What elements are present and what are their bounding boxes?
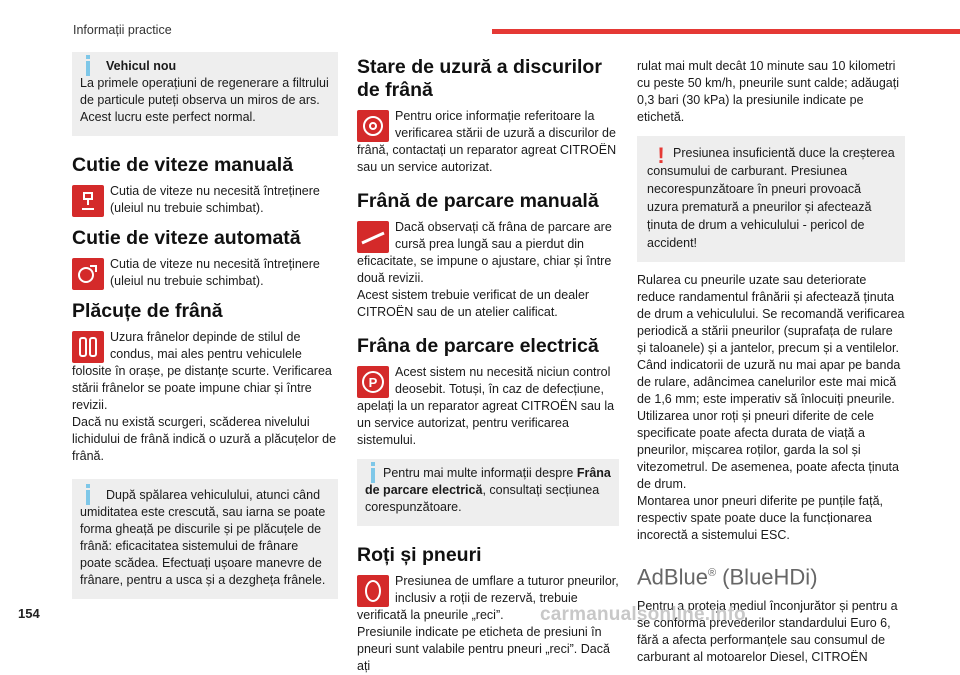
paragraph: Dacă nu există scurgeri, scăderea nivelului lichidului de frână indică o uzură a plăcuțelor de frână. [72,415,337,463]
note-text: La primele operațiuni de regenerare a filtrului de particule puteți observa un miros de ars. Acest lucru este perfect normal. [80,76,329,124]
paragraph: Cutia de viteze nu necesită întreținere (uleiul nu trebuie schimbat). [110,257,320,288]
paragraph: Pentru orice informație referitoare la verificarea stării de uzură a discurilor de frână, contactați un reparator agreat CITROËN sau un service autorizat. [357,109,617,174]
section-heading-brake-discs: Stare de uzură a discurilor de frână [357,56,602,101]
brake-discs-block [357,108,619,176]
tyre-icon [357,575,389,607]
info-note-brake-ice [72,479,338,599]
electric-parking-brake-icon [357,366,389,398]
paragraph: Cutia de viteze nu necesită întreținere (uleiul nu trebuie schimbat). [110,184,320,215]
header-accent-bar [492,29,960,34]
warning-box [637,136,905,262]
paragraph: Uzura frânelor depinde de stilul de condus, mai ales pentru vehiculele folosite în orașe, pe distanțe scurte. Verificarea stării frânelor se poate impune chiar și între revizii. [72,330,332,412]
column-3 [637,58,905,666]
adblue-suffix: (BlueHDi) [716,564,818,590]
parking-brake-lever-icon [357,221,389,253]
info-note-new-vehicle [72,52,338,136]
column-1 [72,52,338,599]
automatic-gearbox-block [72,256,338,290]
paragraph: Pentru a proteja mediul înconjurător și pentru a se conforma prevederilor standardului Euro 6, fără a afecta performanțele sau consumul de carburant al motoarelor Diesel, CITROËN [637,599,898,665]
note-text-wrapper [365,465,611,516]
note-text: , consultați secțiunea corespunzătoare. [365,483,600,514]
note-text: După spălarea vehiculului, atunci când umiditatea este crescută, sau iarna se poate forma gheață pe discurile și pe plăcuțele de frână: eficacitatea sistemului de frânare poate scădea. Efectuați ușoare manevre de frânare, pentru a usca și a dezgheța frânele. [80,488,326,587]
column-2 [357,56,619,675]
paragraph: rulat mai mult decât 10 minute sau 10 kilometri cu peste 50 km/h, pneurile sunt calde; adăugați 0,3 bari (30 kPa) la presiunile indicate pe etichetă. [637,59,899,124]
section-heading-electric-parking-brake: Frâna de parcare electrică [357,335,599,357]
automatic-gearbox-icon [72,258,104,290]
electric-parking-brake-block [357,364,619,449]
info-note-electric-parking [357,459,619,526]
paragraph: Rularea cu pneurile uzate sau deteriorate reduce randamentul frânării și afectează ținuta de drum a vehiculului. Se recomandă verificarea periodică a stării pneurilor (suprafața de rulare și taloanele) și a jantelor, precum și a ventilelor. Când indicatorii de uzură nu mai apar pe banda de rulare, adâncimea canelurilor este mai mică de 1,6 mm; este imperativ să înlocuiți pneurile. Utilizarea unor roți și pneuri diferite de cele specificate poate afecta durata de viață a pneurilor, mișcarea roților, garda la sol și vitezometrul. De asemenea, poate afecta ținuta de drum. [637,273,905,491]
manual-gearbox-block [72,183,338,217]
registered-mark: ® [707,567,717,579]
manual-parking-brake-block [357,219,619,287]
watermark: carmanualsonline.info [540,604,746,625]
paragraph: Acest sistem nu necesită niciun control deosebit. Totuși, în caz de defecțiune, apelați la un reparator agreat CITROËN sau la un service autorizat, pentru verificarea sistemului. [357,365,615,447]
note-text: Pentru mai multe informații despre [383,466,577,480]
paragraph: Acest sistem trebuie verificat de un dealer CITROËN sau de un atelier calificat. [357,288,590,319]
section-heading-brake-pads: Plăcuțe de frână [72,300,223,322]
manual-gearbox-icon [72,185,104,217]
info-icon [86,490,90,505]
paragraph: Presiunile indicate pe eticheta de presiuni în pneuri sunt valabile pentru pneuri „reci”. Dacă ați [357,625,610,673]
paragraph: Montarea unor pneuri diferite pe punțile față, respectiv spate poate duce la funcționarea incorectă a sistemului ESC. [637,494,883,542]
section-heading-manual-parking-brake: Frână de parcare manuală [357,190,599,212]
brake-pads-icon [72,331,104,363]
note-title: Vehicul nou [106,59,177,73]
section-heading-automatic-gearbox: Cutie de viteze automată [72,227,301,249]
paragraph: Dacă observați că frâna de parcare are cursă prea lungă sau a pierdut din eficacitate, se impune o ajustare, chiar și între două revizii. [357,220,612,285]
warning-exclamation-icon: ! [657,143,665,168]
page-header-title: Informații practice [73,23,172,37]
svg-text:P: P [368,375,378,390]
note-bold-link-text: Frâna de parcare electrică [365,466,611,497]
warning-text: Presiunea insuficientă duce la creșterea consumului de carburant. Presiunea necorespunzătoare în pneuri provoacă uzura prematură a pneurilor și afectează ținuta de drum a vehiculului - pericol de accident! [647,146,895,250]
info-icon [86,61,90,76]
info-icon [371,468,375,483]
brake-disc-icon [357,110,389,142]
section-heading-adblue [637,562,905,588]
paragraph: Presiunea de umflare a tuturor pneurilor, inclusiv a roții de rezervă, trebuie verificată la pneurile „reci”. [357,574,619,622]
page-number: 154 [18,606,40,621]
adblue-title: AdBlue [637,564,708,590]
section-heading-manual-gearbox: Cutie de viteze manuală [72,154,294,176]
section-heading-wheels-tyres: Roți și pneuri [357,544,482,566]
brake-pads-block [72,329,338,414]
